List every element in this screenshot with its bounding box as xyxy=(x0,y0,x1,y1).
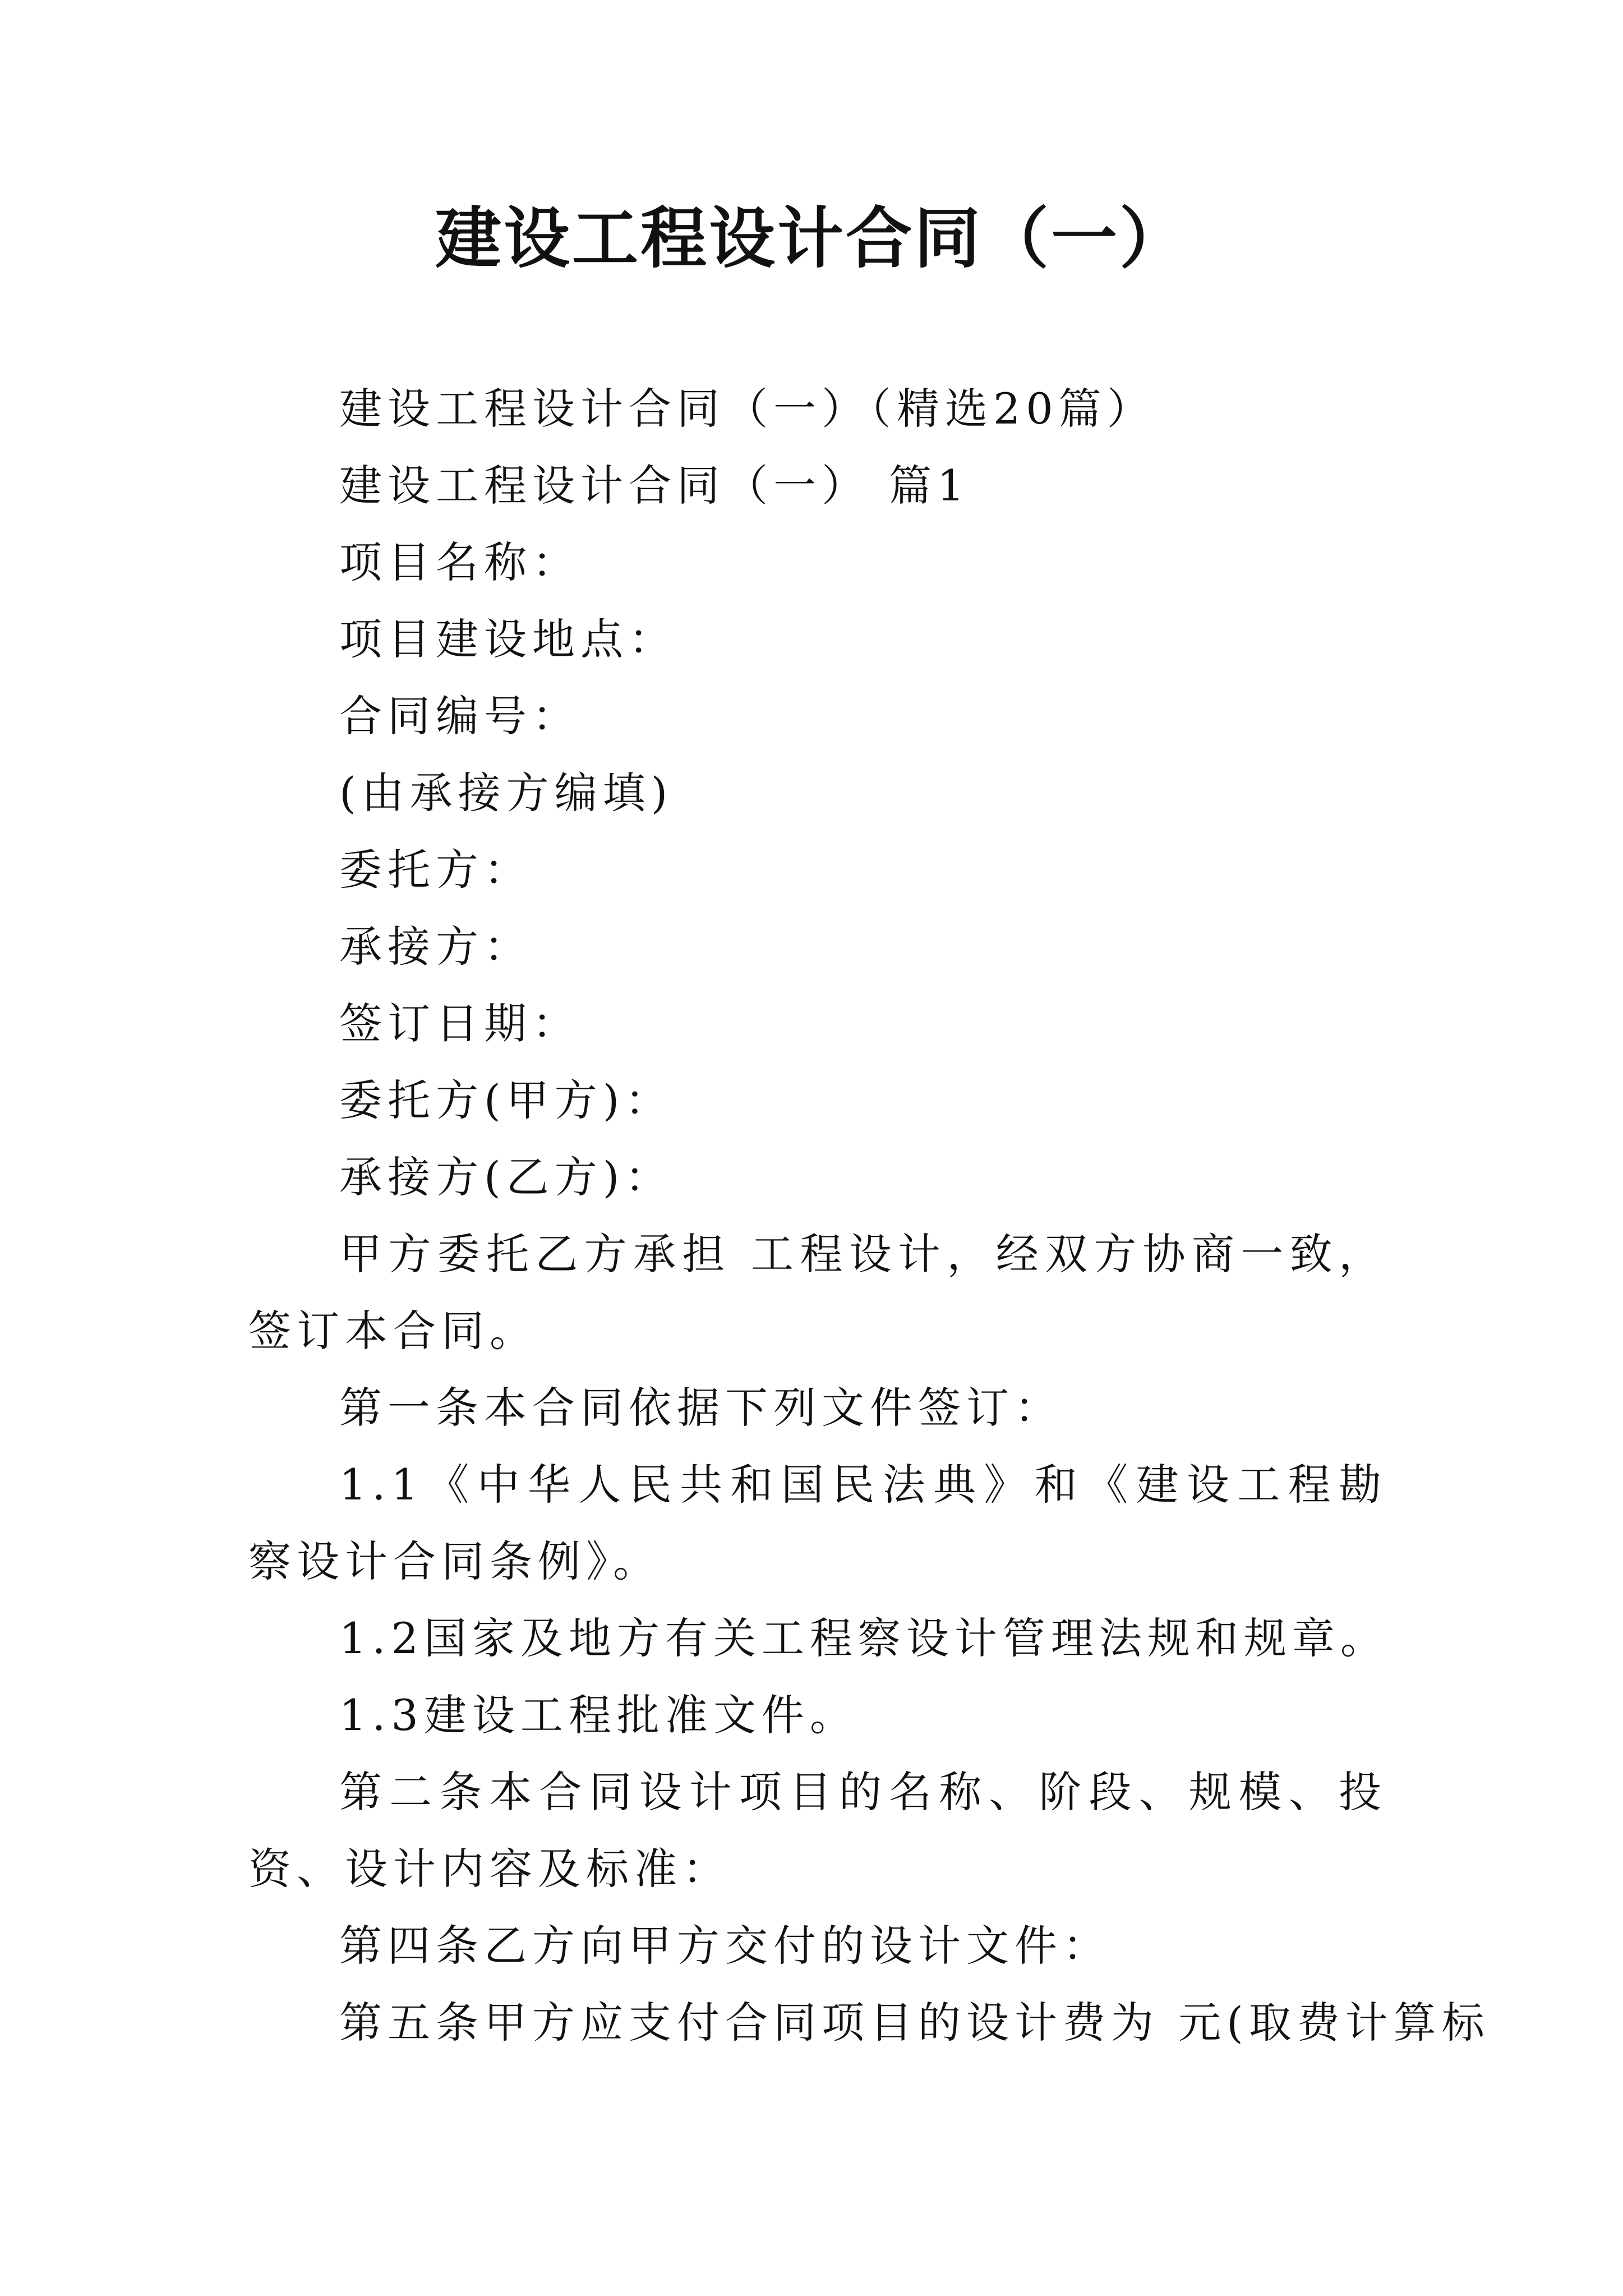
document-body xyxy=(248,370,1490,2061)
document-title: 建设工程设计合同（一） xyxy=(435,199,1188,277)
paragraph-subtitle: 建设工程设计合同（一）（精选20篇） xyxy=(339,384,1155,434)
paragraph-clause-1-1: 1.1《中华人民共和国民法典》和《建设工程勘察设计合同条例》。 xyxy=(248,1460,1387,1586)
paragraph-contractor: 承接方： xyxy=(339,922,532,972)
paragraph-section-heading: 建设工程设计合同（一） 篇1 xyxy=(339,461,970,510)
paragraph-project-name: 项目名称： xyxy=(339,537,580,587)
paragraph-article-5: 第五条甲方应支付合同项目的设计费为 元(取费计算标 xyxy=(339,1998,1490,2047)
paragraph-article-4: 第四条乙方向甲方交付的设计文件： xyxy=(339,1921,1111,1971)
paragraph-agreement-intro: 甲方委托乙方承担 工程设计，经双方协商一致，签订本合同。 xyxy=(248,1229,1387,1356)
paragraph-project-location: 项目建设地点： xyxy=(339,614,677,664)
paragraph-clause-1-3: 1.3建设工程批准文件。 xyxy=(339,1690,858,1740)
paragraph-signing-date: 签订日期： xyxy=(339,999,580,1048)
paragraph-clause-1-2: 1.2国家及地方有关工程察设计管理法规和规章。 xyxy=(339,1613,1389,1663)
paragraph-client: 委托方： xyxy=(339,845,532,895)
paragraph-party-a: 委托方(甲方)： xyxy=(339,1075,674,1125)
paragraph-article-1: 第一条本合同依据下列文件签订： xyxy=(339,1383,1063,1433)
paragraph-contract-number: 合同编号： xyxy=(339,691,580,741)
paragraph-contract-number-note: (由承接方编填) xyxy=(339,768,674,818)
paragraph-party-b: 承接方(乙方)： xyxy=(339,1152,674,1202)
paragraph-article-2: 第二条本合同设计项目的名称、阶段、规模、投资、设计内容及标准： xyxy=(248,1767,1387,1894)
